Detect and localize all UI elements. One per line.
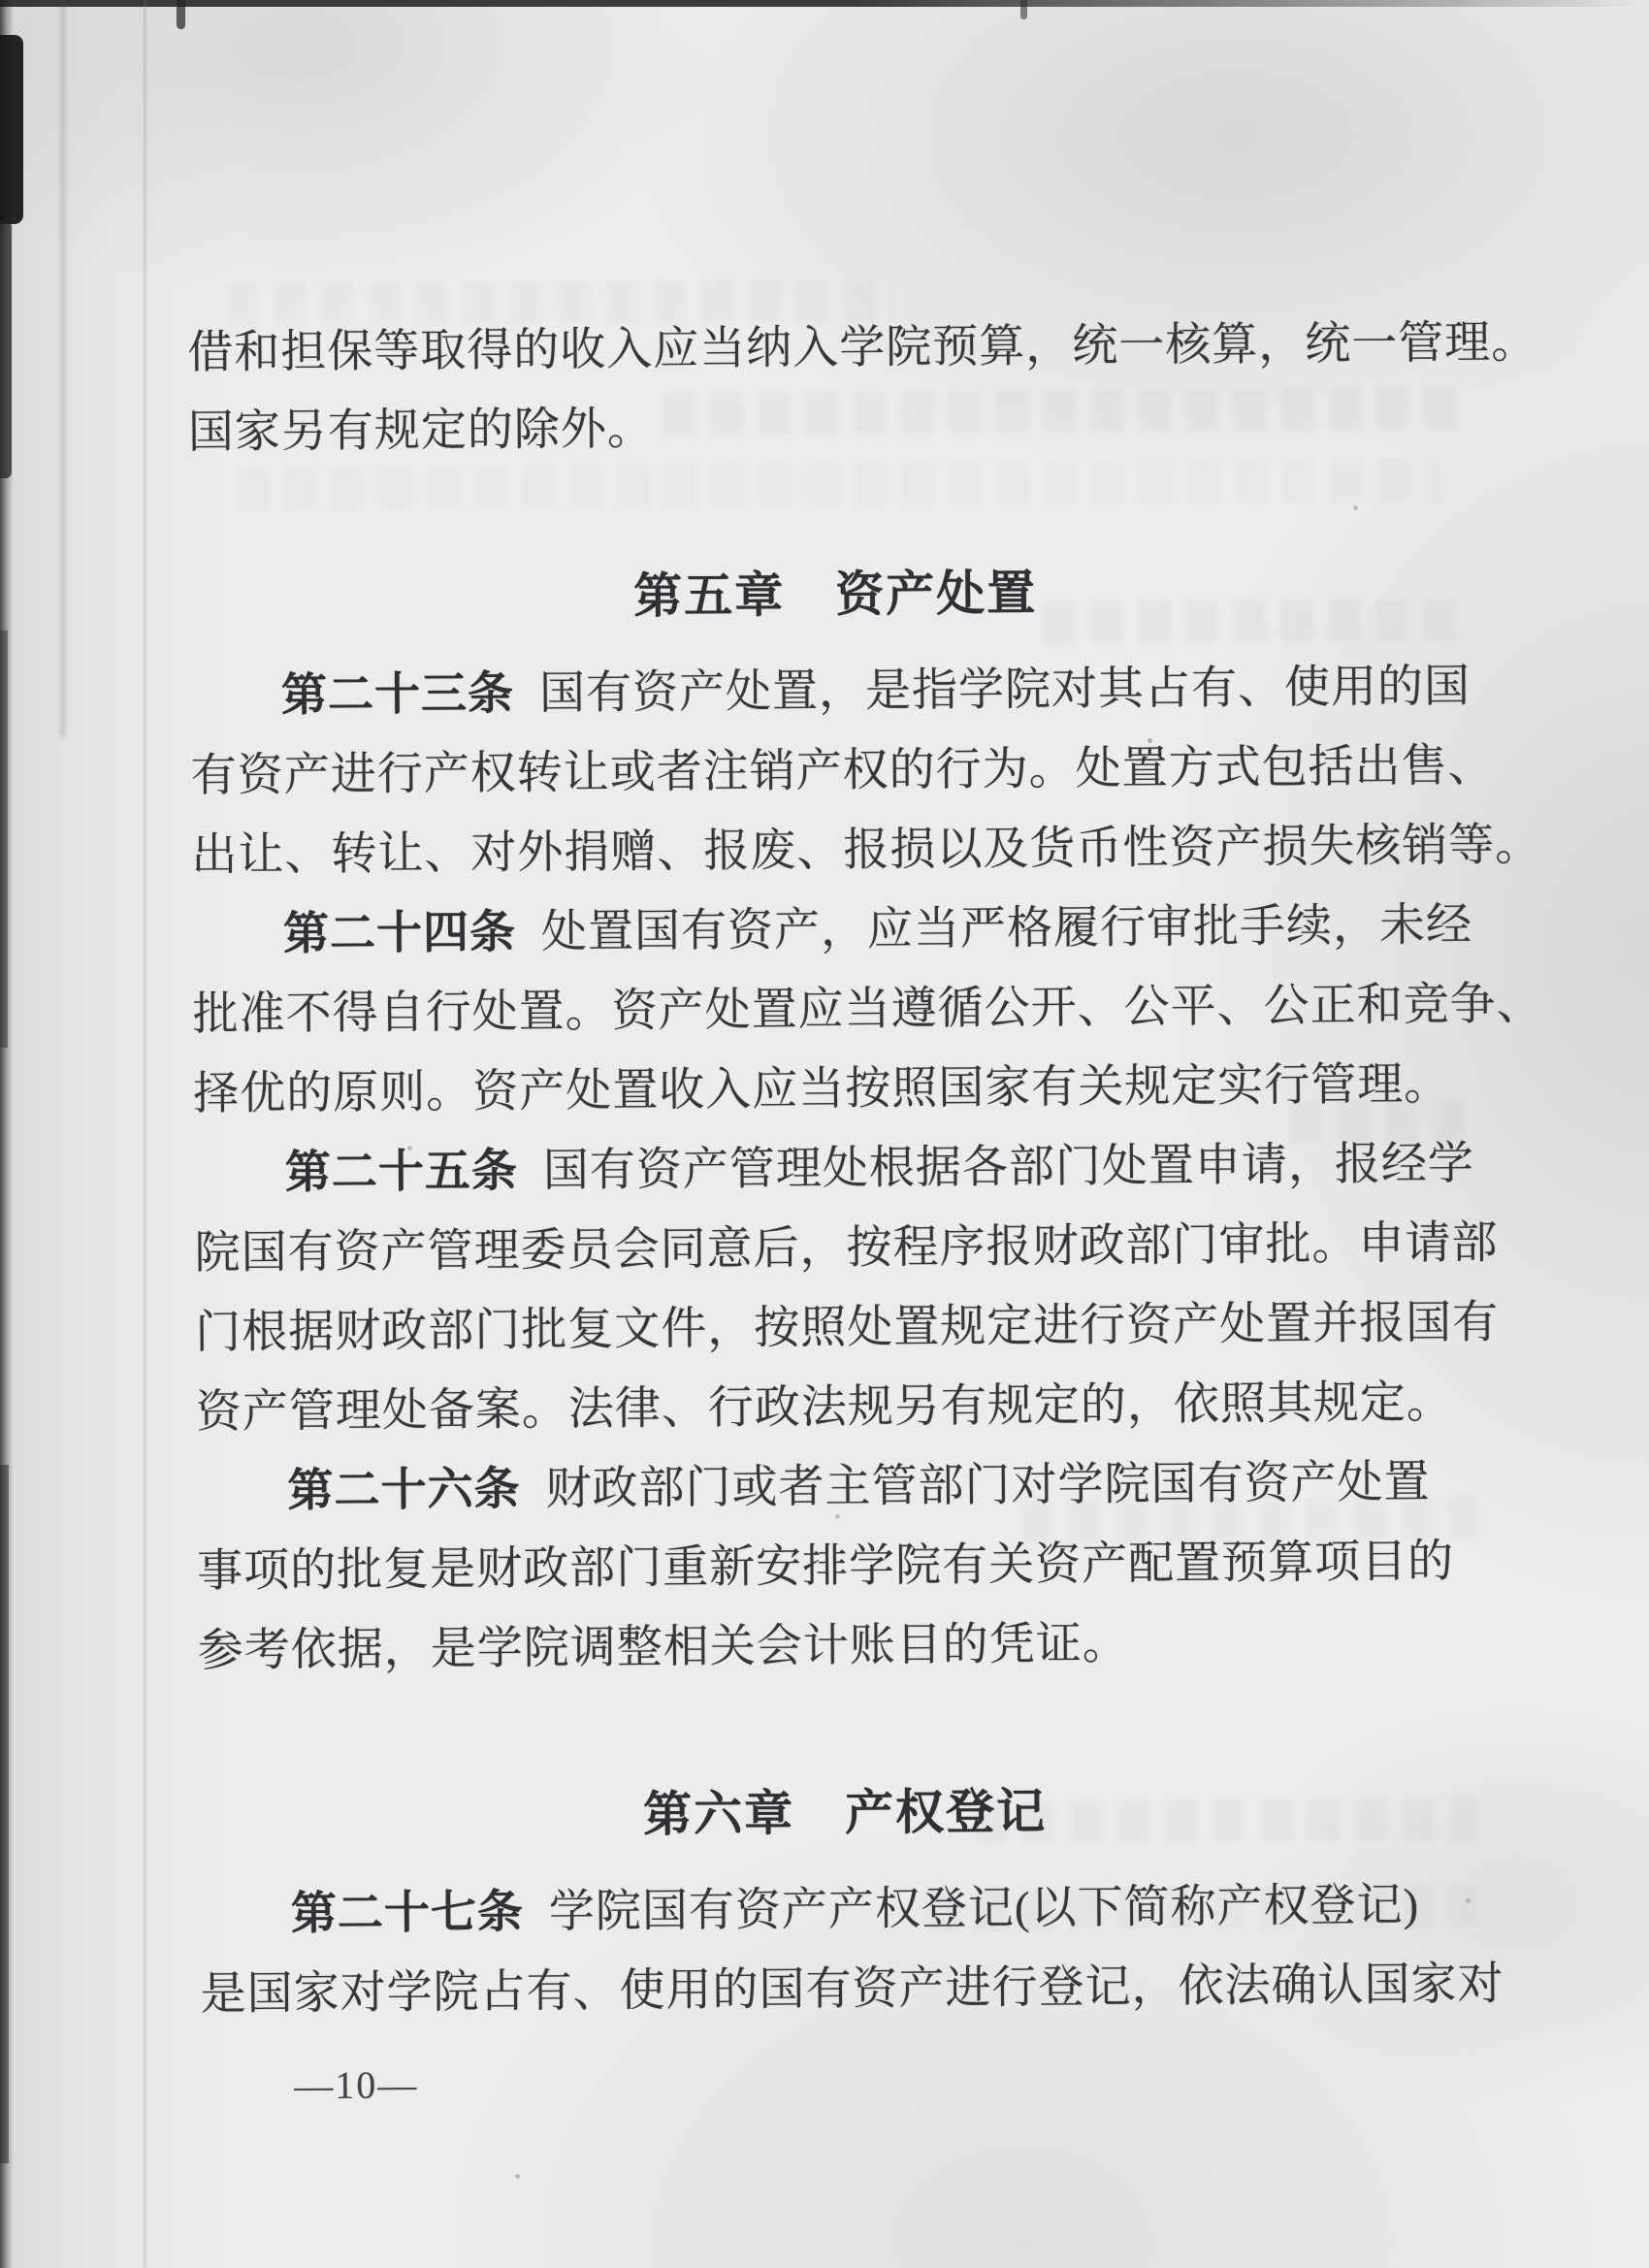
article-number: 第二十五条 bbox=[284, 1146, 519, 1199]
body-line: 借和担保等取得的收入应当纳入学院预算，统一核算，统一管理。 bbox=[187, 317, 1538, 379]
article-opening-line bbox=[196, 1442, 1489, 1532]
body-line: 择优的原则。资产处置收入应当按照国家有关规定实行管理。 bbox=[193, 1058, 1451, 1120]
article-opening-line bbox=[200, 1865, 1493, 1955]
body-line: 国家另有规定的除外。 bbox=[187, 404, 655, 459]
page-number: —10— bbox=[294, 2062, 419, 2108]
body-line: 批准不得自行处置。资产处置应当遵循公开、公平、公正和竞争、 bbox=[192, 979, 1543, 1041]
article-number: 第二十三条 bbox=[280, 668, 515, 722]
article-opening-line bbox=[190, 647, 1483, 736]
article-text: 处置国有资产，应当严格履行审批手续，未经 bbox=[540, 899, 1473, 958]
article-text: 财政部门或者主管部门对学院国有资产处置 bbox=[545, 1457, 1431, 1515]
article-number: 第二十七条 bbox=[290, 1887, 525, 1940]
article-number: 第二十六条 bbox=[287, 1464, 521, 1517]
article-opening-line bbox=[194, 1124, 1487, 1214]
body-line: 院国有资产管理委员会同意后，按程序报财政部门审批。申请部 bbox=[194, 1217, 1499, 1280]
body-line: 是国家对学院占有、使用的国有资产进行登记，依法确认国家对 bbox=[200, 1959, 1504, 2021]
body-line: 出让、转让、对外捐赠、报废、报损以及货币性资产损失核销等。 bbox=[191, 820, 1542, 882]
chapter-heading: 第六章 产权登记 bbox=[642, 1784, 1048, 1842]
body-line: 门根据财政部门批复文件，按照处置规定进行资产处置并报国有 bbox=[195, 1297, 1500, 1359]
article-text: 学院国有资产产权登记(以下简称产权登记) bbox=[548, 1880, 1420, 1938]
body-line: 参考依据，是学院调整相关会计账目的凭证。 bbox=[197, 1618, 1129, 1677]
article-text: 国有资产管理处根据各部门处置申请，报经学 bbox=[542, 1138, 1475, 1197]
body-line: 资产管理处备案。法律、行政法规另有规定的，依照其规定。 bbox=[195, 1377, 1454, 1439]
dust-specks bbox=[0, 0, 3, 3]
body-line: 有资产进行产权转让或者注销产权的行为。处置方式包括出售、 bbox=[190, 740, 1495, 802]
article-number: 第二十四条 bbox=[282, 907, 517, 960]
body-line: 事项的批复是财政部门重新安排学院有关资产配置预算项目的 bbox=[196, 1536, 1455, 1598]
document-text bbox=[187, 304, 1543, 2034]
article-opening-line bbox=[192, 886, 1485, 975]
chapter-heading: 第五章 资产处置 bbox=[633, 566, 1038, 624]
article-text: 国有资产处置，是指学院对其占有、使用的国 bbox=[538, 661, 1471, 720]
